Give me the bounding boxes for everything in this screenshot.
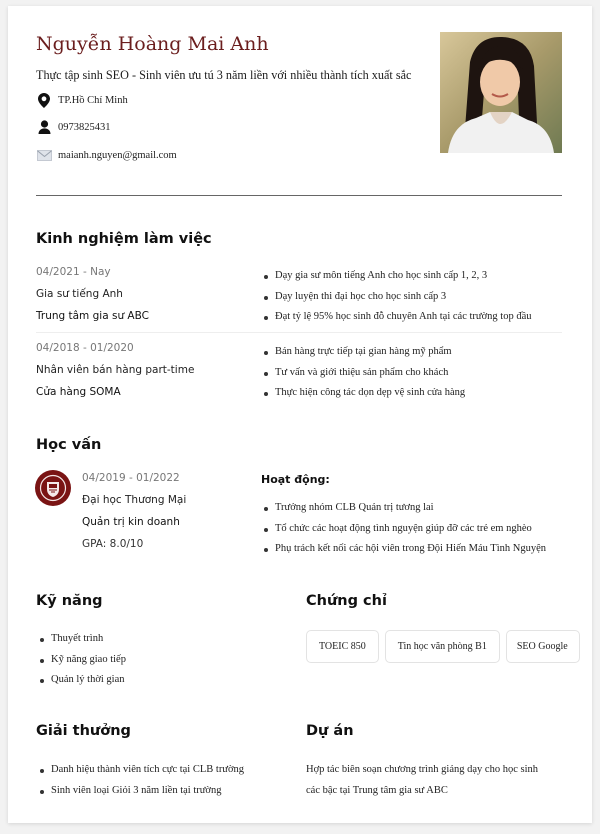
contact-phone [36,119,111,135]
university-logo [35,470,71,506]
experience-bullet: Thực hiện công tác dọn dẹp vệ sinh cửa hàng [262,383,465,404]
experience-role: Nhân viên bán hàng part-time [36,364,195,376]
certificate-chip: SEO Google [506,630,580,663]
headline: Thực tập sinh SEO - Sinh viên ưu tú 3 năm liền với nhiều thành tích xuất sắc [36,68,412,82]
award-item: Sinh viên loại Giỏi 3 năm liền tại trường [38,781,244,802]
section-title-awards: Giải thưởng [36,723,131,739]
award-item: Danh hiệu thành viên tích cực tại CLB trường [38,760,244,781]
contact-email [36,147,177,163]
experience-date: 04/2021 - Nay [36,266,111,278]
skills-list [38,629,126,691]
section-title-certificates: Chứng chỉ [306,593,387,609]
header-divider [36,195,562,196]
map-pin-icon [36,92,52,108]
skill-item: Thuyết trình [38,629,126,650]
location-text: TP.Hồ Chí Minh [58,94,128,106]
experience-item [36,342,194,406]
experience-date: 04/2018 - 01/2020 [36,342,134,354]
certificates-list [306,630,580,663]
activity-item: Phụ trách kết nối các hội viên trong Đội Hiến Máu Tình Nguyện [262,539,546,560]
experience-separator [36,332,562,333]
candidate-name: Nguyễn Hoàng Mai Anh [36,33,269,55]
activity-item: Trưởng nhóm CLB Quản trị tương lai [262,498,546,519]
phone-text: 0973825431 [58,121,111,133]
experience-role: Gia sư tiếng Anh [36,288,123,300]
certificate-chip: TOEIC 850 [306,630,379,663]
cv-page [8,6,592,823]
activities-title: Hoạt động: [261,473,330,486]
gpa: GPA: 8.0/10 [82,538,144,550]
project-description [306,760,576,801]
person-icon [36,119,52,135]
experience-item [36,266,149,330]
education-date: 04/2019 - 01/2022 [82,472,180,484]
profile-photo [440,32,562,153]
experience-bullet: Bán hàng trực tiếp tại gian hàng mỹ phẩm [262,342,465,363]
activities-list [262,498,546,560]
project-line: Hợp tác biên soạn chương trình giảng dạy cho học sinh [306,764,538,775]
experience-bullet: Dạy gia sư môn tiếng Anh cho học sinh cấp 1, 2, 3 [262,266,531,287]
experience-org: Trung tâm gia sư ABC [36,310,149,322]
school-name: Đại học Thương Mại [82,494,187,506]
experience-bullet: Dạy luyện thi đại học cho học sinh cấp 3 [262,287,531,308]
section-title-skills: Kỹ năng [36,593,103,609]
experience-bullets [262,342,465,404]
skill-item: Quản lý thời gian [38,670,126,691]
experience-bullets [262,266,531,328]
project-line: các bậc tại Trung tâm gia sư ABC [306,784,448,796]
envelope-icon [36,147,52,163]
email-text: maianh.nguyen@gmail.com [58,149,177,161]
experience-org: Cửa hàng SOMA [36,386,121,398]
education-details [82,472,186,558]
experience-bullet: Đạt tỷ lệ 95% học sinh đỗ chuyên Anh tại các trường top đầu [262,307,531,328]
awards-list [38,760,244,801]
skill-item: Kỹ năng giao tiếp [38,650,126,671]
section-title-education: Học vấn [36,437,102,453]
experience-bullet: Tư vấn và giới thiệu sản phẩm cho khách [262,363,465,384]
section-title-experience: Kinh nghiệm làm việc [36,231,212,247]
major: Quản trị kin doanh [82,516,180,528]
activity-item: Tổ chức các hoạt động tình nguyện giúp đỡ các trẻ em nghèo [262,519,546,540]
contact-location [36,92,128,108]
certificate-chip: Tin học văn phòng B1 [385,630,500,663]
section-title-projects: Dự án [306,723,354,739]
